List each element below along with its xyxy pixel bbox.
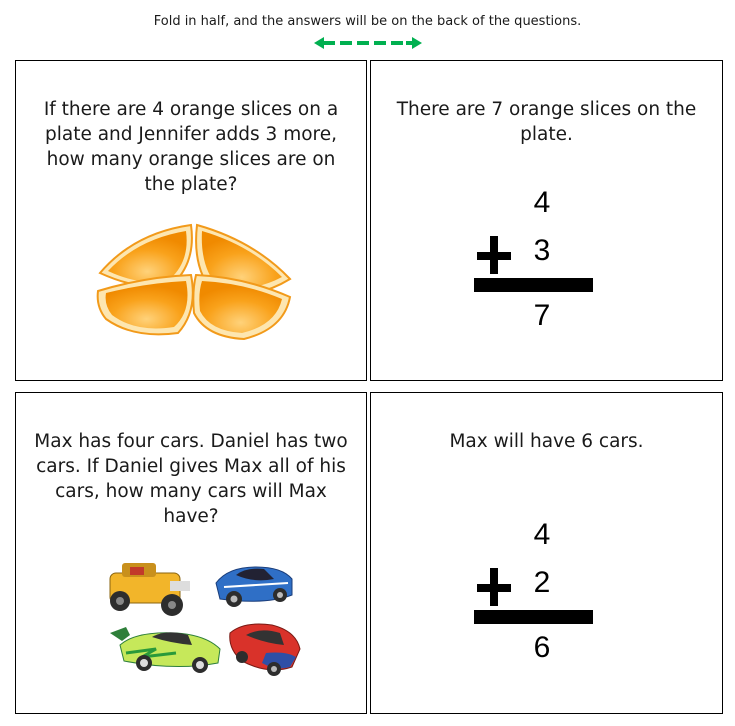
question-text: If there are 4 orange slices on a plate and Jennifer adds 3 more, how many orange slices are on the plate? [43, 99, 339, 195]
toy-cars-image [96, 553, 306, 683]
answer-card-1 [370, 60, 723, 381]
addend-top: 4 [533, 518, 551, 551]
addend-top: 4 [533, 186, 551, 219]
fold-instruction: Fold in half, and the answers will be on the back of the questions. [153, 14, 582, 29]
sum-value: 6 [533, 631, 551, 664]
addend-bottom: 2 [533, 566, 551, 599]
fold-arrow-icon [314, 37, 422, 49]
answer-text: Max will have 6 cars. [449, 431, 644, 452]
sum-line [474, 278, 593, 292]
orange-slices-image [94, 221, 294, 351]
answer-card-2 [370, 392, 723, 714]
answer-text: There are 7 orange slices on the plate. [396, 99, 697, 145]
question-text: Max has four cars. Daniel has two cars. If Daniel gives Max all of his cars, how many cars will Max have? [34, 431, 348, 527]
sum-value: 7 [533, 299, 551, 332]
addend-bottom: 3 [533, 234, 551, 267]
question-card-1 [15, 60, 367, 381]
question-card-2 [15, 392, 367, 714]
sum-line [474, 610, 593, 624]
